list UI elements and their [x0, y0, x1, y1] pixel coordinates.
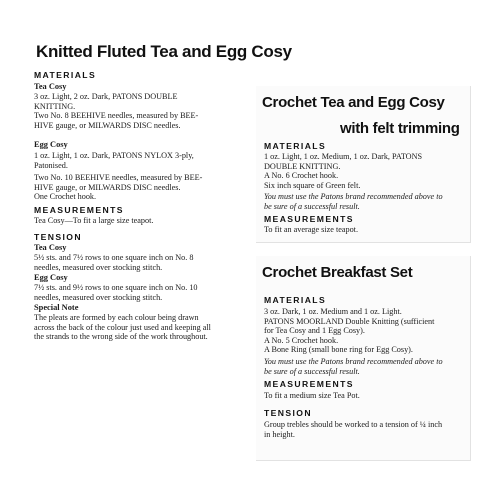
tension-egg-text: 7½ sts. and 9½ rows to one square inch on No. 10 needles, measured over stocking stitch.	[34, 283, 198, 302]
tea-cosy-materials: 3 oz. Light, 2 oz. Dark, PATONS DOUBLE KNITTING. Two No. 8 BEEHIVE needles, measured by BEE- HIVE gauge, or MILWARDS DISC needles.	[34, 92, 199, 130]
tea-cosy-label: Tea Cosy	[34, 82, 67, 91]
card2-tension-heading: TENSION	[264, 408, 312, 418]
egg-cosy-materials: 1 oz. Light, 1 oz. Dark, PATONS NYLOX 3-ply, Patonised. Two No. 10 BEEHIVE needles, measured by BEE- HIVE gauge, or MILWARDS DISC needles. One Crochet hook.	[34, 151, 203, 202]
card2-note: You must use the Patons brand recommended above to be sure of a successful result.	[264, 357, 443, 376]
card1-measurements-heading: MEASUREMENTS	[264, 214, 354, 224]
tension-heading: TENSION	[34, 232, 82, 242]
card2-measurements-heading: MEASUREMENTS	[264, 379, 354, 389]
card1-materials-text: 1 oz. Light, 1 oz. Medium, 1 oz. Dark, PATONS DOUBLE KNITTING. A No. 6 Crochet hook. Six inch square of Green felt.	[264, 152, 423, 190]
card1-title-line2: with felt trimming	[340, 120, 460, 137]
special-note-text: The pleats are formed by each colour being drawn across the back of the colour just used and keeping all the strands to the wrong side of the work throughout.	[34, 313, 211, 342]
card1-title-line1: Crochet Tea and Egg Cosy	[262, 94, 445, 111]
card2-materials-heading: MATERIALS	[264, 295, 327, 305]
egg-cosy-label: Egg Cosy	[34, 140, 68, 149]
tension-tea-text: 5½ sts. and 7½ rows to one square inch on No. 8 needles, measured over stocking stitch.	[34, 253, 194, 272]
pattern-title: Knitted Fluted Tea and Egg Cosy	[36, 42, 292, 61]
card2-tension-text: Group trebles should be worked to a tension of ¼ inch in height.	[264, 420, 443, 439]
measurements-text: Tea Cosy—To fit a large size teapot.	[34, 216, 154, 225]
card1-materials-heading: MATERIALS	[264, 141, 327, 151]
card2-materials-text: 3 oz. Dark, 1 oz. Medium and 1 oz. Light. PATONS MOORLAND Double Knitting (sufficient for Tea Cosy and 1 Egg Cosy). A No. 5 Crochet hook. A Bone Ring (small bone ring for Egg Cosy).	[264, 307, 435, 355]
card1-note: You must use the Patons brand recommended above to be sure of a successful result.	[264, 192, 443, 211]
materials-heading: MATERIALS	[34, 70, 97, 80]
measurements-heading: MEASUREMENTS	[34, 205, 124, 215]
tension-egg-label: Egg Cosy	[34, 273, 68, 282]
card1-measurements-text: To fit an average size teapot.	[264, 225, 358, 234]
tension-tea-label: Tea Cosy	[34, 243, 67, 252]
card2-measurements-text: To fit a medium size Tea Pot.	[264, 391, 360, 400]
special-note-label: Special Note	[34, 303, 79, 312]
card2-title: Crochet Breakfast Set	[262, 264, 413, 281]
